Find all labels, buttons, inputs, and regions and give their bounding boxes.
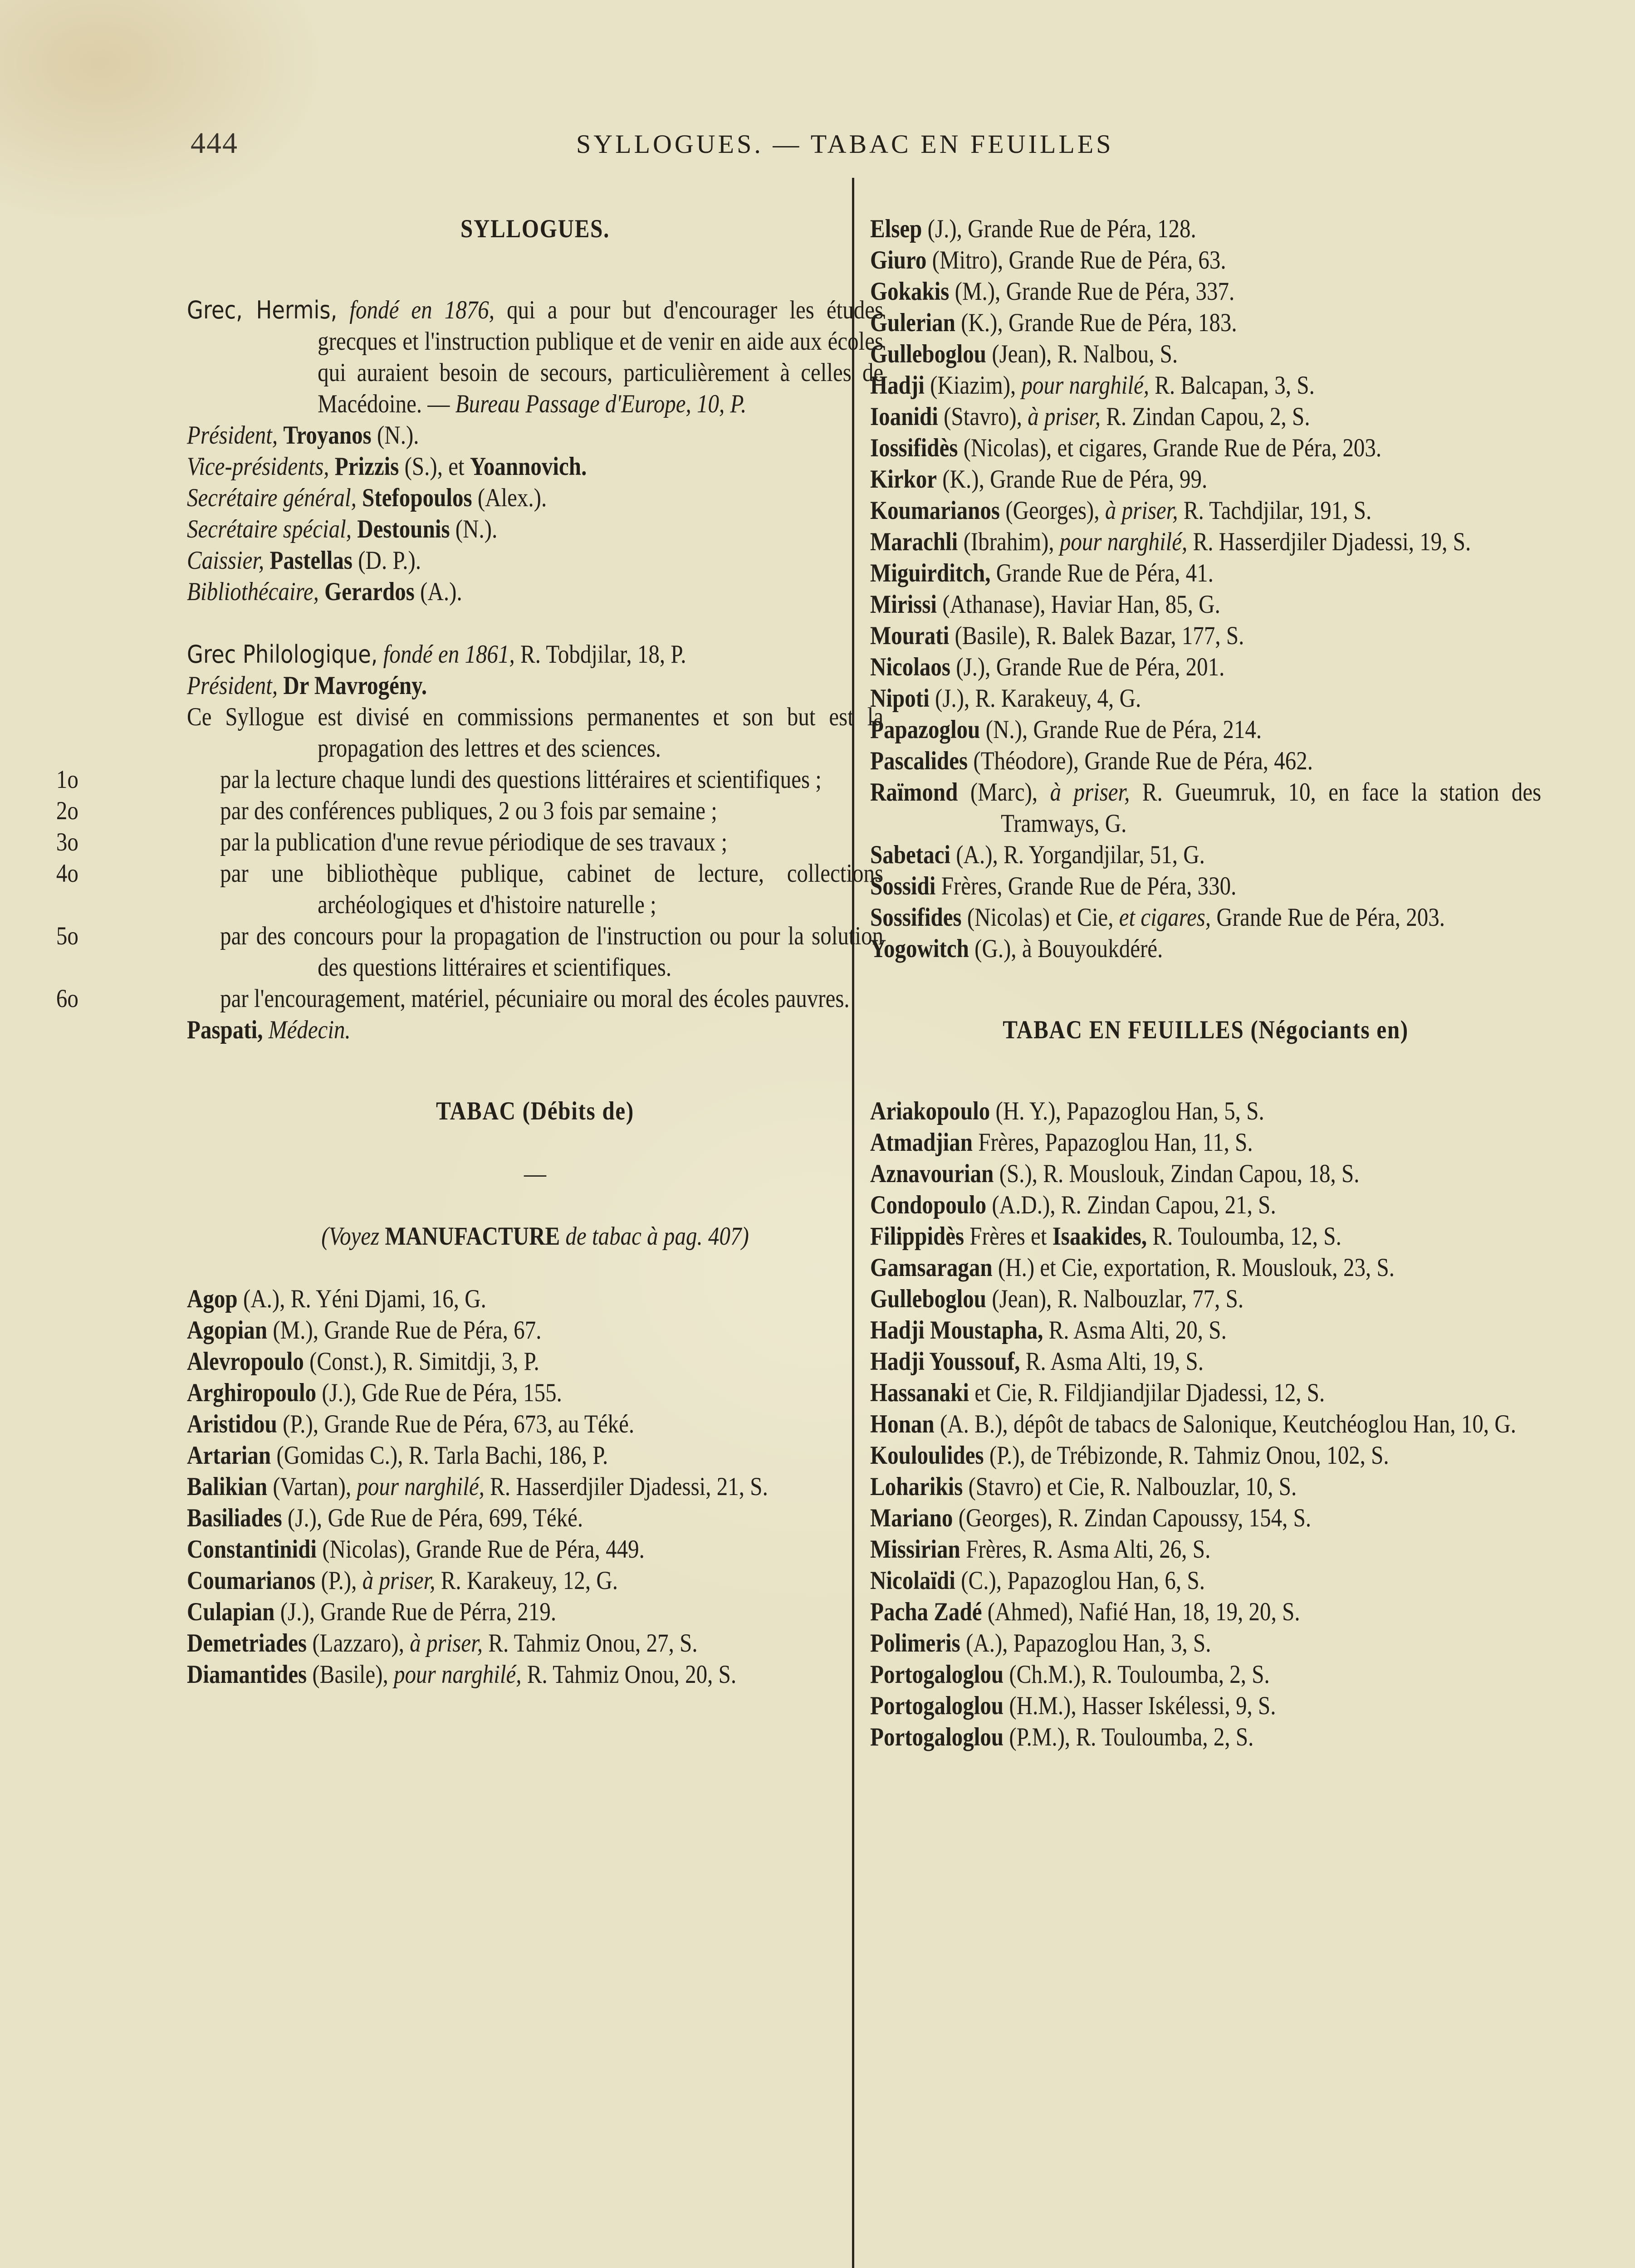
- entry-specialty: à priser,: [1028, 402, 1101, 431]
- right-column: [870, 213, 1541, 1753]
- entry-detail: (Nicolas), Grande Rue de Péra, 449.: [317, 1535, 645, 1564]
- entry-specialty: à priser,: [362, 1566, 436, 1595]
- entry-name: Sabetaci: [870, 841, 951, 869]
- entry-detail: Grande Rue de Péra, 41.: [990, 559, 1214, 587]
- entry-detail: (K.), Grande Rue de Péra, 99.: [937, 465, 1208, 494]
- tabac-debit-entry: [870, 432, 1541, 464]
- entry-detail: (K.), Grande Rue de Péra, 183.: [955, 308, 1237, 337]
- entry-name: Koumarianos: [870, 496, 1000, 525]
- entry-name: Balikian: [187, 1472, 268, 1501]
- officer-role: Secrétaire général,: [187, 484, 357, 512]
- means-text: par une bibliothèque publique, cabinet de lecture, collections archéologiques et d'histoire naturelle ;: [220, 859, 884, 919]
- tabac-feuilles-entry: [870, 1377, 1541, 1408]
- officer-detail: (S.), et: [399, 452, 470, 481]
- entry-name: Portogaloglou: [870, 1691, 1004, 1720]
- means-number: 4o: [56, 859, 78, 888]
- tabac-debit-entry: [187, 1440, 883, 1471]
- hermis-entry: Grec, Hermis, fondé en 1876, qui a pour but d'encourager les études grecques et l'instruction publique et de venir en aide aux écoles qui auraient besoin de secours, particulièrement à celles de Macédoine. — Bureau Passage d'Europe, 10, P.: [187, 296, 884, 418]
- tabac-debit-entry: [187, 1534, 883, 1565]
- entry-detail: (M.), Grande Rue de Péra, 67.: [267, 1316, 542, 1344]
- officer-entry: [187, 451, 883, 482]
- tabac-debit-entry: [187, 1315, 883, 1346]
- means-item: [56, 795, 883, 826]
- officer-role: Caissier,: [187, 546, 264, 575]
- entry-detail: (P.M.), R. Touloumba, 2, S.: [1004, 1723, 1254, 1751]
- tabac-debit-entry: [187, 1596, 883, 1628]
- entry-name: Marachli: [870, 528, 958, 556]
- entry-address: R. Gueumruk, 10, en face la station des Tramways, G.: [1001, 778, 1542, 838]
- entry-address: R. Touloumba, 12, S.: [1147, 1222, 1341, 1251]
- entry-detail: (Georges), R. Zindan Capoussy, 154, S.: [953, 1504, 1312, 1532]
- entry-detail: (Stavro),: [938, 402, 1028, 431]
- tabac-feuilles-entry: [870, 1252, 1541, 1283]
- entry-name: Giuro: [870, 246, 927, 274]
- page-number: 444: [191, 127, 238, 160]
- entry-name: Diamantides: [187, 1660, 307, 1689]
- entry-detail: (H. Y.), Papazoglou Han, 5, S.: [990, 1097, 1264, 1125]
- entry-name: Hadji: [870, 371, 925, 400]
- tabac-debit-entry: [870, 651, 1541, 683]
- officer-detail: (N.).: [371, 421, 419, 450]
- officer-entry: [187, 482, 883, 513]
- means-number: 2o: [56, 797, 78, 825]
- running-head: [191, 126, 1297, 167]
- entry-detail: (Georges),: [999, 496, 1105, 525]
- entry-name: Hassanaki: [870, 1378, 969, 1407]
- entry-detail: (Ch.M.), R. Touloumba, 2, S.: [1004, 1660, 1270, 1689]
- entry-name: Elsep: [870, 215, 922, 243]
- entry-detail: (J.), Grande Rue de Péra, 128.: [922, 215, 1196, 243]
- tabac-debit-entry: [870, 902, 1541, 933]
- tabac-debit-entry: [187, 1565, 883, 1596]
- tabac-feuilles-entry: [870, 1095, 1541, 1127]
- entry-detail: (Basile),: [307, 1660, 394, 1689]
- officer-name: Stefopoulos: [362, 484, 472, 512]
- tabac-debit-entry: [870, 244, 1541, 276]
- means-list: [56, 764, 884, 1014]
- entry-name: Nicolaïdi: [870, 1566, 955, 1595]
- officer-detail: (A.).: [414, 577, 462, 606]
- means-item: [56, 920, 884, 983]
- entry-detail: (J.), Grande Rue de Pérra, 219.: [274, 1598, 557, 1626]
- tabac-debit-entry: [870, 933, 1541, 964]
- tabac-debit-entry: [870, 276, 1541, 307]
- entry-name: Condopoulo: [870, 1191, 987, 1219]
- entry-name: Gokakis: [870, 277, 950, 306]
- entry-address: R. Hasserdjiler Djadessi, 19, S.: [1187, 528, 1471, 556]
- entry-name: Mirissi: [870, 590, 937, 619]
- tabac-debit-entry: [870, 401, 1541, 432]
- entry-name: Coumarianos: [187, 1566, 316, 1595]
- tabac-debit-entry: [187, 1377, 883, 1408]
- officers-list: [187, 420, 883, 607]
- philologique-president: Président, Dr Mavrogény.: [187, 671, 427, 700]
- entry-name: Portogaloglou: [870, 1723, 1004, 1751]
- entry-specialty: pour narghilé,: [357, 1472, 485, 1501]
- philologique-entry: Grec Philologique, fondé en 1861, R. Tobdjilar, 18, P.: [187, 640, 686, 669]
- tabac-feuilles-entry: [870, 1346, 1541, 1377]
- entry-detail: et Cie, R. Fildjiandjilar Djadessi, 12, S.: [969, 1378, 1325, 1407]
- tabac-feuilles-entry: [870, 1408, 1541, 1440]
- entry-name: Gamsaragan: [870, 1253, 993, 1282]
- entry-detail: (S.), R. Mouslouk, Zindan Capou, 18, S.: [994, 1159, 1360, 1188]
- entry-name: Agop: [187, 1285, 238, 1313]
- entry-detail: (Jean), R. Nalbouzlar, 77, S.: [986, 1285, 1244, 1313]
- tabac-debit-entry: [870, 464, 1541, 495]
- officer-name: Prizzis: [334, 452, 399, 481]
- entry-name: Atmadjian: [870, 1128, 973, 1157]
- entry-detail: (Mitro), Grande Rue de Péra, 63.: [926, 246, 1226, 274]
- entry-address: R. Balcapan, 3, S.: [1149, 371, 1315, 400]
- officer-role: Bibliothécaire,: [187, 577, 319, 606]
- officer-detail: (N.).: [450, 515, 498, 543]
- tabac-feuilles-entry: [870, 1158, 1541, 1189]
- entry-name: Basiliades: [187, 1504, 282, 1532]
- entry-detail: (A.), R. Yéni Djami, 16, G.: [237, 1285, 486, 1313]
- section-rule: —: [524, 1159, 547, 1188]
- means-number: 5o: [56, 922, 78, 950]
- tabac-feuilles-entry: [870, 1502, 1541, 1534]
- entry-name: Mourati: [870, 621, 950, 650]
- tabac-feuilles-entry: [870, 1221, 1541, 1252]
- entry-name: Miguirditch,: [870, 559, 991, 587]
- entry-detail: (A.), Papazoglou Han, 3, S.: [960, 1629, 1211, 1657]
- entry-specialty: à priser,: [410, 1629, 483, 1657]
- entry-name: Filippidès: [870, 1222, 964, 1251]
- entry-specialty: pour narghilé,: [1021, 371, 1149, 400]
- tabac-debit-entry: [187, 1283, 883, 1315]
- entry-address: R. Karakeuy, 12, G.: [435, 1566, 618, 1595]
- means-text: par l'encouragement, matériel, pécuniaire ou moral des écoles pauvres.: [220, 984, 850, 1013]
- entry-name: Artarian: [187, 1441, 271, 1470]
- tabac-feuilles-entry: [870, 1628, 1541, 1659]
- entry-detail: (H.M.), Hasser Iskélessi, 9, S.: [1004, 1691, 1276, 1720]
- tabac-debit-entry: [870, 338, 1541, 370]
- entry-detail: (Nicolas), et cigares, Grande Rue de Péra, 203.: [958, 434, 1382, 462]
- entry-name: Sossifides: [870, 903, 962, 932]
- entry-detail: R. Asma Alti, 20, S.: [1043, 1316, 1227, 1344]
- tabac-debit-entry: [870, 526, 1541, 557]
- tabac-debits-list: [187, 1283, 883, 1690]
- entry-name: Nipoti: [870, 684, 930, 713]
- running-title: SYLLOGUES. — TABAC EN FEUILLES: [576, 129, 1114, 159]
- entry-name: Polimeris: [870, 1629, 960, 1657]
- entry-name: Isaakides,: [1052, 1222, 1147, 1251]
- tabac-feuilles-entry: [870, 1315, 1541, 1346]
- entry-detail: (G.), à Bouyoukdéré.: [969, 934, 1163, 963]
- tabac-feuilles-entry: [870, 1565, 1541, 1596]
- entry-detail: (H.) et Cie, exportation, R. Mouslouk, 23, S.: [992, 1253, 1395, 1282]
- tabac-feuilles-entry: [870, 1283, 1541, 1315]
- entry-detail: (Nicolas) et Cie,: [961, 903, 1119, 932]
- tabac-debit-entry: [187, 1408, 883, 1440]
- entry-specialty: pour narghilé,: [394, 1660, 522, 1689]
- tabac-debit-entry: [870, 557, 1541, 589]
- entry-name: Demetriades: [187, 1629, 307, 1657]
- entry-address: R. Tachdjilar, 191, S.: [1178, 496, 1372, 525]
- officer-role: Président,: [187, 421, 278, 450]
- entry-detail: Frères et: [964, 1222, 1052, 1251]
- tabac-debit-entry: [187, 1346, 883, 1377]
- tabac-debit-entry: [870, 839, 1541, 870]
- means-item: [56, 858, 884, 920]
- entry-name: Missirian: [870, 1535, 960, 1564]
- entry-name: Hadji Youssouf,: [870, 1347, 1020, 1376]
- officer-entry: [187, 420, 883, 451]
- tabac-debit-entry: [870, 777, 1541, 839]
- entry-detail: (M.), Grande Rue de Péra, 337.: [949, 277, 1235, 306]
- entry-detail: (Vartan),: [267, 1472, 357, 1501]
- entry-detail: (A.), R. Yorgandjilar, 51, G.: [950, 841, 1205, 869]
- officer-entry: [187, 576, 883, 607]
- entry-detail: (C.), Papazoglou Han, 6, S.: [955, 1566, 1205, 1595]
- entry-name: Alevropoulo: [187, 1347, 304, 1376]
- entry-name: Gulleboglou: [870, 1285, 987, 1313]
- means-item: [56, 764, 883, 795]
- means-text: par la publication d'une revue périodique de ses travaux ;: [220, 828, 728, 856]
- tabac-debit-entry: [870, 307, 1541, 338]
- means-number: 1o: [56, 765, 78, 794]
- entry-detail: (Basile), R. Balek Bazar, 177, S.: [949, 621, 1244, 650]
- tabac-feuilles-entry: [870, 1471, 1541, 1502]
- entry-name: Ariakopoulo: [870, 1097, 990, 1125]
- entry-specialty: à priser,: [1105, 496, 1178, 525]
- entry-detail: (J.), R. Karakeuy, 4, G.: [929, 684, 1141, 713]
- entry-address: R. Zindan Capou, 2, S.: [1100, 402, 1310, 431]
- tabac-debits-list-continued: [870, 213, 1541, 964]
- entry-detail: (Théodore), Grande Rue de Péra, 462.: [968, 747, 1313, 775]
- tabac-debit-entry: [870, 213, 1541, 244]
- entry-name: Agopian: [187, 1316, 268, 1344]
- tabac-feuilles-entry: [870, 1690, 1541, 1721]
- officer-name: Gerardos: [324, 577, 415, 606]
- officer-entry: [187, 545, 883, 576]
- entry-address: Grande Rue de Péra, 203.: [1211, 903, 1445, 932]
- officer-role: Vice-présidents,: [187, 452, 329, 481]
- entry-detail: Frères, Grande Rue de Péra, 330.: [935, 872, 1237, 900]
- entry-detail: (P.), de Trébizonde, R. Tahmiz Onou, 102, S.: [984, 1441, 1389, 1470]
- officer-entry: [187, 513, 883, 545]
- entry-name: Yogowitch: [870, 934, 969, 963]
- entry-specialty: et cigares,: [1119, 903, 1211, 932]
- means-text: par la lecture chaque lundi des questions littéraires et scientifiques ;: [220, 765, 822, 794]
- entry-name: Papazoglou: [870, 715, 980, 744]
- officer-name: Yoannovich.: [470, 452, 587, 481]
- entry-name: Gulleboglou: [870, 340, 987, 368]
- entry-detail: (Ahmed), Nafié Han, 18, 19, 20, S.: [982, 1598, 1300, 1626]
- tabac-debit-entry: [187, 1659, 883, 1690]
- entry-name: Arghiropoulo: [187, 1378, 317, 1407]
- entry-detail: (N.), Grande Rue de Péra, 214.: [980, 715, 1262, 744]
- entry-detail: (Stavro) et Cie, R. Nalbouzlar, 10, S.: [963, 1472, 1297, 1501]
- tabac-feuilles-entry: [870, 1721, 1541, 1753]
- tabac-debit-entry: [870, 495, 1541, 526]
- paspati-entry: Paspati, Médecin.: [187, 1016, 351, 1044]
- tabac-debit-entry: [870, 683, 1541, 714]
- entry-detail: (Ibrahim),: [958, 528, 1060, 556]
- officer-name: Troyanos: [283, 421, 372, 450]
- entry-address: R. Tahmiz Onou, 27, S.: [483, 1629, 698, 1657]
- tabac-feuilles-entry: [870, 1127, 1541, 1158]
- entry-name: Aznavourian: [870, 1159, 994, 1188]
- entry-detail: (P.), Grande Rue de Péra, 673, au Téké.: [277, 1410, 635, 1438]
- entry-specialty: à priser,: [1050, 778, 1130, 807]
- entry-name: Constantinidi: [187, 1535, 317, 1564]
- means-text: par des concours pour la propagation de l'instruction ou pour la solution des questions littéraires et scientifiques.: [220, 922, 884, 982]
- tabac-debit-entry: [870, 589, 1541, 620]
- entry-name: Iossifidès: [870, 434, 958, 462]
- entry-name: Portogaloglou: [870, 1660, 1004, 1689]
- tabac-debit-entry: [870, 745, 1541, 777]
- see-also-note: (Voyez MANUFACTURE de tabac à pag. 407): [321, 1222, 749, 1251]
- tabac-debit-entry: [870, 620, 1541, 651]
- syllogue-intro: Ce Syllogue est divisé en commissions permanentes et son but est la propagation des lettres et des sciences.: [187, 703, 884, 763]
- entry-name: Sossidi: [870, 872, 936, 900]
- entry-name: Pacha Zadé: [870, 1598, 982, 1626]
- tabac-debit-entry: [870, 714, 1541, 745]
- entry-address: R. Tahmiz Onou, 20, S.: [521, 1660, 737, 1689]
- entry-name: Nicolaos: [870, 653, 951, 681]
- entry-detail: (Athanase), Haviar Han, 85, G.: [937, 590, 1220, 619]
- officer-name: Pastellas: [269, 546, 352, 575]
- entry-name: Culapian: [187, 1598, 275, 1626]
- entry-detail: (J.), Gde Rue de Péra, 155.: [316, 1378, 562, 1407]
- entry-detail: Frères, Papazoglou Han, 11, S.: [973, 1128, 1253, 1157]
- tabac-feuilles-entry: [870, 1189, 1541, 1221]
- means-item: [56, 983, 883, 1014]
- entry-detail: (Jean), R. Nalbou, S.: [986, 340, 1178, 368]
- entry-name: Raïmond: [870, 778, 958, 807]
- entry-address: R. Hasserdjiler Djadessi, 21, S.: [484, 1472, 768, 1501]
- entry-name: Hadji Moustapha,: [870, 1316, 1043, 1344]
- entry-name: Loharikis: [870, 1472, 963, 1501]
- entry-name: Ioanidi: [870, 402, 938, 431]
- entry-detail: (P.),: [315, 1566, 362, 1595]
- means-number: 3o: [56, 828, 78, 856]
- tabac-feuilles-entry: [870, 1659, 1541, 1690]
- entry-detail: (Const.), R. Simitdji, 3, P.: [304, 1347, 539, 1376]
- tabac-debit-entry: [870, 370, 1541, 401]
- tabac-feuilles-list: [870, 1095, 1541, 1753]
- entry-detail: (J.), Grande Rue de Péra, 201.: [950, 653, 1225, 681]
- tabac-debit-entry: [187, 1628, 883, 1659]
- entry-detail: (J.), Gde Rue de Péra, 699, Téké.: [282, 1504, 583, 1532]
- entry-specialty: pour narghilé,: [1059, 528, 1188, 556]
- officer-detail: (D. P.).: [352, 546, 421, 575]
- tabac-feuilles-entry: [870, 1596, 1541, 1628]
- section-heading-syllogues: SYLLOGUES.: [460, 215, 610, 243]
- tabac-feuilles-entry: [870, 1440, 1541, 1471]
- tabac-debit-entry: [187, 1471, 883, 1502]
- entry-detail: (Kiazim),: [924, 371, 1022, 400]
- entry-name: Honan: [870, 1410, 935, 1438]
- entry-name: Mariano: [870, 1504, 953, 1532]
- entry-detail: (A.D.), R. Zindan Capou, 21, S.: [986, 1191, 1276, 1219]
- entry-name: Kouloulides: [870, 1441, 984, 1470]
- entry-name: Aristidou: [187, 1410, 277, 1438]
- entry-name: Gulerian: [870, 308, 955, 337]
- entry-detail: (Gomidas C.), R. Tarla Bachi, 186, P.: [271, 1441, 608, 1470]
- entry-detail: (A. B.), dépôt de tabacs de Salonique, Keutchéoglou Han, 10, G.: [934, 1410, 1517, 1438]
- entry-detail: (Lazzaro),: [307, 1629, 410, 1657]
- means-text: par des conférences publiques, 2 ou 3 fois par semaine ;: [220, 797, 717, 825]
- officer-role: Secrétaire spécial,: [187, 515, 352, 543]
- section-heading-tabac-feuilles: TABAC EN FEUILLES (Négociants en): [1003, 1016, 1409, 1044]
- entry-detail: Frères, R. Asma Alti, 26, S.: [960, 1535, 1211, 1564]
- entry-name: Kirkor: [870, 465, 937, 494]
- tabac-debit-entry: [870, 870, 1541, 902]
- officer-name: Destounis: [357, 515, 450, 543]
- entry-detail: (Marc),: [958, 778, 1050, 807]
- tabac-feuilles-entry: [870, 1534, 1541, 1565]
- left-column: [56, 213, 884, 1690]
- tabac-debit-entry: [187, 1502, 883, 1534]
- means-number: 6o: [56, 984, 78, 1013]
- means-item: [56, 826, 883, 858]
- entry-name: Pascalides: [870, 747, 968, 775]
- entry-detail: R. Asma Alti, 19, S.: [1020, 1347, 1204, 1376]
- officer-detail: (Alex.).: [472, 484, 547, 512]
- section-heading-tabac-debits: TABAC (Débits de): [436, 1097, 634, 1125]
